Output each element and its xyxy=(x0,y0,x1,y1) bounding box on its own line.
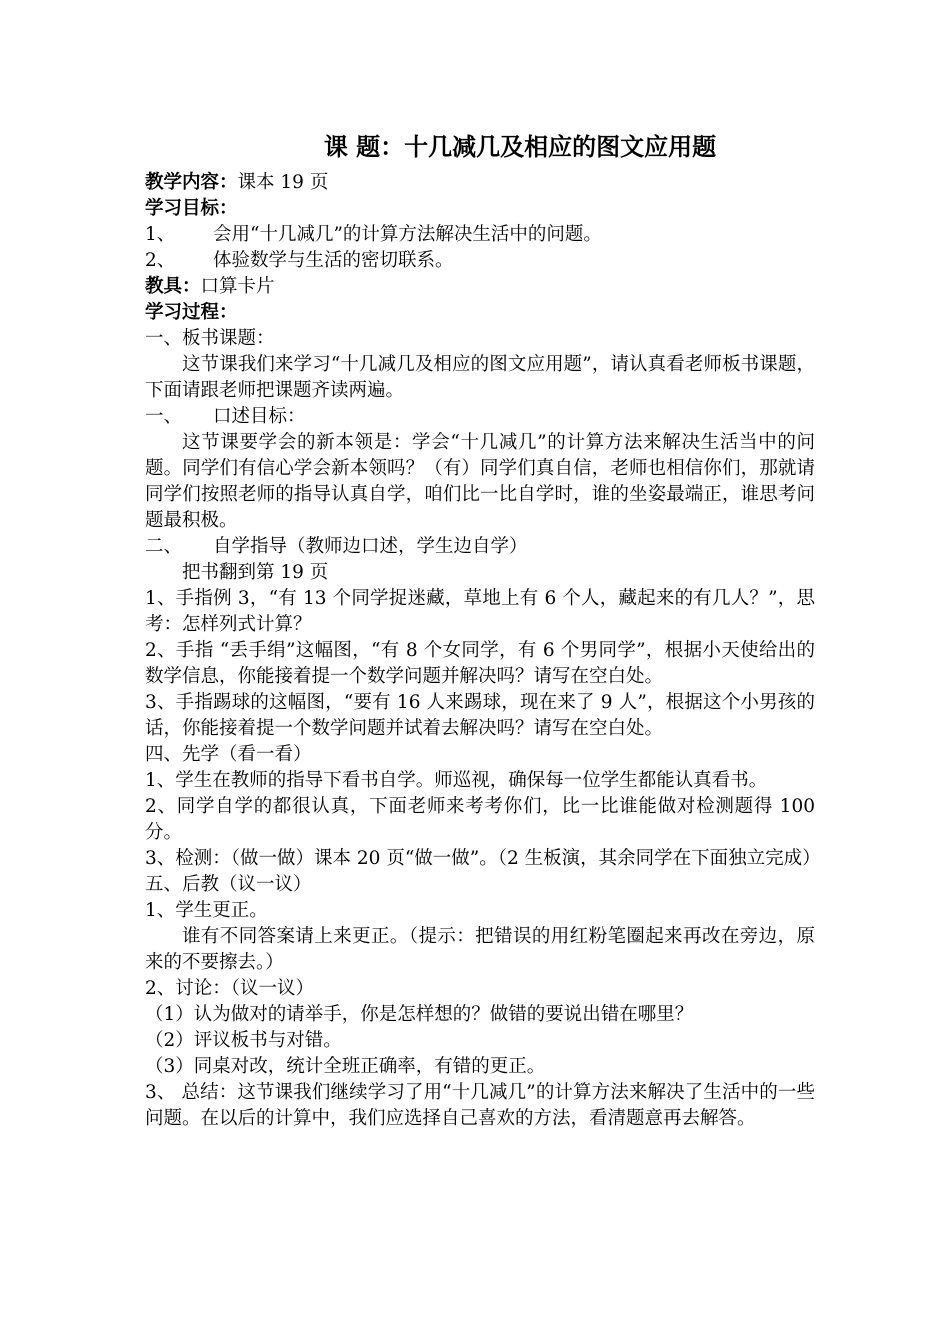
section-heading: 五、后教（议一议） xyxy=(145,874,312,895)
list-item: 1、学生在教师的指导下看书自学。师巡视，确保每一位学生都能认真看书。 xyxy=(145,770,768,791)
section-number: 二、 xyxy=(145,536,183,557)
goal-item xyxy=(145,222,815,248)
section-paragraph: 这节课我们来学习“十几减几及相应的图文应用题”，请认真看老师板书课题，下面请跟老师把课题齐读两遍。 xyxy=(145,354,815,401)
content-line xyxy=(145,170,815,196)
section-number: 一、 xyxy=(145,406,183,427)
list-item: 2、讨论：（议一议） xyxy=(145,978,315,999)
list-item: 3、检测：（做一做）课本 20 页“做一做”。（2 生板演，其余同学在下面独立完成） xyxy=(145,848,821,869)
content-value: 课本 19 页 xyxy=(237,172,329,193)
turn-to-page: 把书翻到第 19 页 xyxy=(182,562,329,583)
list-item: 1、学生更正。 xyxy=(145,900,268,921)
content-label: 教学内容 xyxy=(145,172,220,193)
goals-label: 学习目标： xyxy=(145,198,238,219)
section-heading xyxy=(145,534,815,560)
tools-label: 教具： xyxy=(145,276,201,297)
process-label: 学习过程： xyxy=(145,302,238,323)
sub-item: （3）同桌对改，统计全班正确率，有错的更正。 xyxy=(145,1056,546,1077)
section-paragraph: 谁有不同答案请上来更正。（提示：把错误的用红粉笔圈起来再改在旁边，原来的不要擦去。） xyxy=(145,926,815,973)
list-item: 3、手指踢球的这幅图，“要有 16 人来踢球，现在来了 9 人”，根据这个小男孩的话，你能接着提一个数学问题并试着去解决吗？请写在空白处。 xyxy=(145,692,815,739)
summary-paragraph: 3、 总结：这节课我们继续学习了用“十几减几”的计算方法来解决了生活中的一些问题。在以后的计算中，我们应选择自己喜欢的方法，看清题意再去解答。 xyxy=(145,1082,815,1129)
section-heading: 四、先学（看一看） xyxy=(145,744,312,765)
list-item: 2、手指 “丢手绢”这幅图，“有 8 个女同学，有 6 个男同学”，根据小天使给出的数学信息，你能接着提一个数学问题并解决吗？请写在空白处。 xyxy=(145,640,815,687)
page-title: 课 题：十几减几及相应的图文应用题 xyxy=(323,133,717,161)
section-paragraph: 这节课要学会的新本领是：学会“十几减几”的计算方法来解决生活当中的问题。同学们有信心学会新本领吗？（有）同学们真自信，老师也相信你们，那就请同学们按照老师的指导认真自学，咱们比一比自学时，谁的坐姿最端正，谁思考问题最积极。 xyxy=(145,432,815,531)
section-heading: 一、板书课题： xyxy=(145,328,275,349)
goal-text: 体验数学与生活的密切联系。 xyxy=(213,250,454,271)
document-page xyxy=(145,130,821,1132)
section-heading xyxy=(145,404,815,430)
list-item: 2、同学自学的都很认真，下面老师来考考你们，比一比谁能做对检测题得 100 分。 xyxy=(145,796,815,843)
tools-value: 口算卡片 xyxy=(200,276,275,297)
section-heading-text: 口述目标： xyxy=(213,406,306,427)
tools-line xyxy=(145,274,815,300)
content-colon: ： xyxy=(219,172,238,193)
list-item: 1、手指例 3，“有 13 个同学捉迷藏，草地上有 6 个人，藏起来的有几人？”，思考：怎样列式计算？ xyxy=(145,588,815,635)
goal-text: 会用“十几减几”的计算方法解决生活中的问题。 xyxy=(213,224,602,245)
sub-item: （1）认为做对的请举手，你是怎样想的？做错的要说出错在哪里？ xyxy=(145,1004,694,1025)
goal-number: 2、 xyxy=(145,250,176,271)
section-heading-text: 自学指导（教师边口述，学生边自学） xyxy=(213,536,528,557)
sub-item: （2）评议板书与对错。 xyxy=(145,1030,342,1051)
goal-item xyxy=(145,248,815,274)
goal-number: 1、 xyxy=(145,224,176,245)
